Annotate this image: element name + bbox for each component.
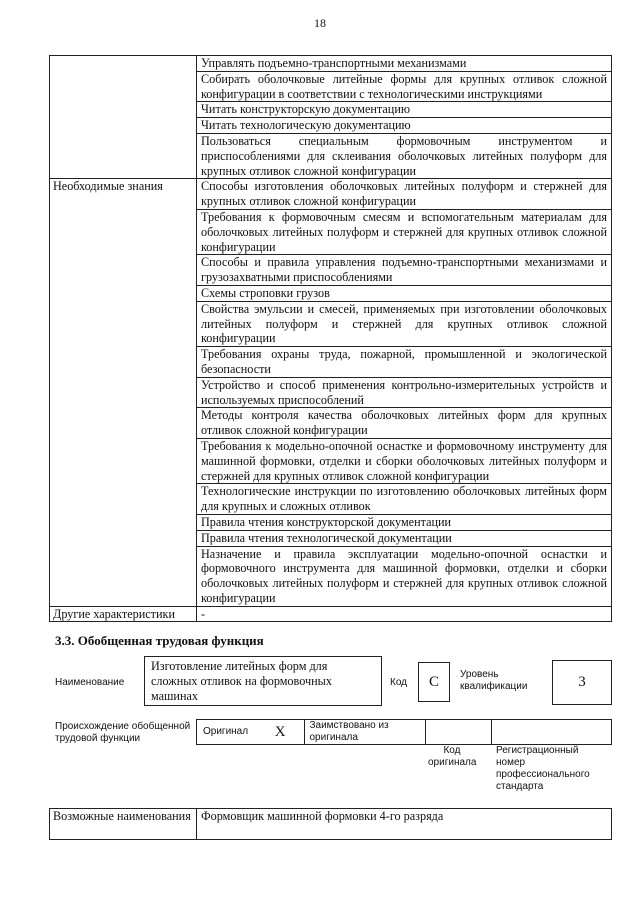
- skill-item: Читать конструкторскую документацию: [197, 102, 612, 118]
- knowledge-item: Свойства эмульсии и смесей, применяемых при изготовлении оболочковых литейных полуформ и стержней для крупных отливок сложной конфигурации: [197, 301, 612, 346]
- other-characteristics-label: Другие характеристики: [50, 606, 197, 622]
- skill-item: Пользоваться специальным формовочным инструментом и приспособлениями для склеивания оболочковых литейных полуформ для крупных отливок сложной конфигурации: [197, 133, 612, 178]
- knowledge-item: Способы и правила управления подъемно-транспортными механизмами и грузозахватными приспособлениями: [197, 255, 612, 286]
- knowledge-item: Назначение и правила эксплуатации модельно-опочной оснастки и формовочного инструмента для машинной формовки, отделки и сборки оболочковых литейных полуформ и стержней для крупных отливок сложной конфигурации: [197, 546, 612, 606]
- table-row: [197, 720, 612, 745]
- knowledge-item: Требования к модельно-опочной оснастке и формовочному инструменту для машинной формовки, отделки и сборки оболочковых литейных полуформ и стержней для крупных отливок сложной конфигурации: [197, 438, 612, 483]
- table-row: [50, 56, 612, 72]
- function-name-value: Изготовление литейных форм для сложных отливок на формовочных машинах: [144, 656, 382, 706]
- skill-item: Управлять подъемно-транспортными механизмами: [197, 56, 612, 72]
- knowledge-item: Требования к формовочным смесям и вспомогательным материалам для оболочковых литейных полуформ и стержней для крупных отливок сложной конфигурации: [197, 209, 612, 254]
- section-title: 3.3. Обобщенная трудовая функция: [55, 633, 264, 648]
- page-number: 18: [314, 16, 326, 30]
- table-row: [50, 809, 612, 840]
- knowledge-item: Требования охраны труда, пожарной, промышленной и экологической безопасности: [197, 347, 612, 378]
- origin-code-label: Код оригинала: [428, 745, 477, 768]
- knowledge-skills-table: [49, 55, 612, 622]
- code-label: Код: [390, 677, 408, 688]
- knowledge-label: Необходимые знания: [50, 179, 197, 606]
- knowledge-item: Правила чтения технологической документации: [197, 530, 612, 546]
- borrowed-label: Заимствовано из оригинала: [305, 720, 426, 745]
- origin-table: [196, 719, 612, 745]
- original-mark: X: [275, 720, 305, 745]
- possible-names-table: [49, 808, 612, 840]
- knowledge-item: Схемы строповки грузов: [197, 285, 612, 301]
- code-value: C: [418, 662, 450, 702]
- knowledge-item: Технологические инструкции по изготовлению оболочковых литейных форм для крупных и сложных отливок: [197, 484, 612, 515]
- registration-number-cell: [492, 720, 612, 745]
- table-row: [50, 606, 612, 622]
- original-label: Оригинал: [197, 720, 275, 745]
- qualification-level-label: Уровень квалификации: [460, 669, 528, 692]
- knowledge-item: Способы изготовления оболочковых литейных полуформ и стержней для крупных отливок сложной конфигурации: [197, 179, 612, 210]
- skill-item: Собирать оболочковые литейные формы для крупных отливок сложной конфигурации в соответствии с технологическими инструкциями: [197, 71, 612, 102]
- skills-label-cell: [50, 56, 197, 179]
- possible-names-label: Возможные наименования: [50, 809, 197, 840]
- origin-code-cell: [425, 720, 491, 745]
- registration-number-label: Регистрационный номер профессионального стандарта: [496, 745, 590, 792]
- possible-names-value: Формовщик машинной формовки 4-го разряда: [197, 809, 612, 840]
- other-characteristics-value: -: [197, 606, 612, 622]
- skill-item: Читать технологическую документацию: [197, 118, 612, 134]
- table-row: [50, 179, 612, 210]
- qualification-level-value: 3: [552, 660, 612, 705]
- name-label: Наименование: [55, 677, 125, 688]
- knowledge-item: Правила чтения конструкторской документации: [197, 514, 612, 530]
- knowledge-item: Устройство и способ применения контрольно-измерительных устройств и используемых приспособлений: [197, 377, 612, 408]
- knowledge-item: Методы контроля качества оболочковых литейных форм для крупных отливок сложной конфигурации: [197, 408, 612, 439]
- origin-label: Происхождение обобщенной трудовой функции: [55, 721, 191, 744]
